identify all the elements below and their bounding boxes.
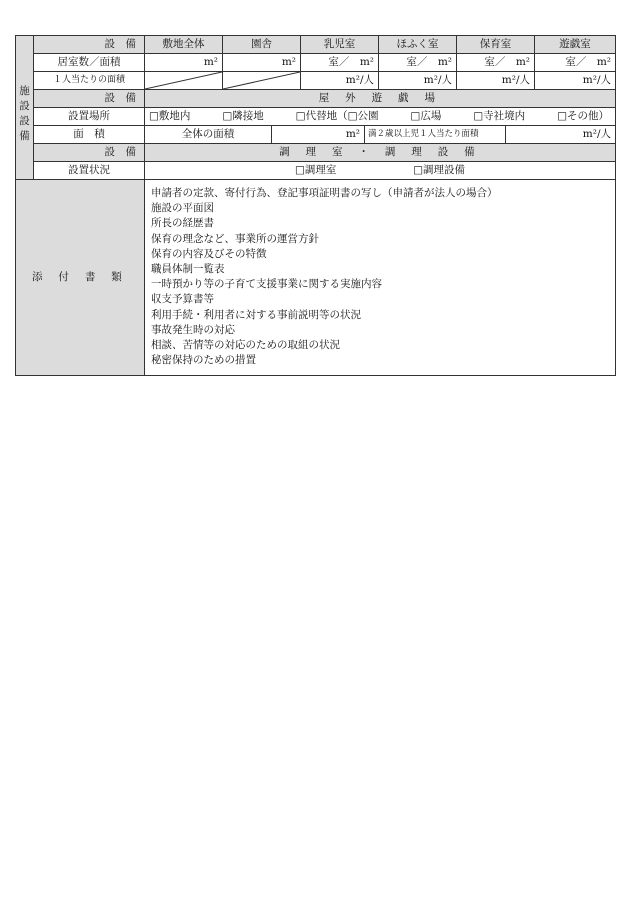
nursery-room-per-person-field[interactable]: m²/人 (457, 72, 535, 90)
row-label-area-per-person: １人当たりの面積 (34, 72, 145, 90)
facility-form (15, 35, 615, 376)
option-plaza[interactable]: □広場 (410, 110, 442, 122)
col-header-building: 園舎 (223, 36, 301, 54)
side-label-char: 備 (19, 130, 30, 142)
row-label-rooms-area: 居室数／面積 (34, 54, 145, 72)
attachments-list (145, 180, 616, 376)
option-other[interactable]: □その他） (557, 110, 609, 122)
total-area-label: 全体の面積 (145, 126, 272, 143)
option-on-site[interactable]: □敷地内 (149, 110, 191, 122)
infant-room-field[interactable]: 室／ m² (301, 54, 379, 72)
row-label-location: 設置場所 (34, 108, 145, 126)
option-alternative-park[interactable]: □代替地（□公園 (295, 110, 379, 122)
per-child-area-label: 満２歳以上児１人当たり面積 (365, 126, 506, 143)
option-kitchen-room[interactable]: □調理室 (294, 164, 337, 176)
attachment-item: 所長の経歴書 (151, 217, 214, 230)
attachment-item: 一時預かり等の子育て支援事業に関する実施内容 (151, 278, 382, 291)
site-area-field[interactable]: m² (145, 54, 223, 72)
option-adjacent[interactable]: □隣接地 (222, 110, 264, 122)
playroom-per-person-field[interactable]: m²/人 (535, 72, 616, 90)
col-header-site: 敷地全体 (145, 36, 223, 54)
per-child-area-field[interactable]: m²/人 (582, 128, 611, 140)
kitchen-header: 調 理 室 ・ 調 理 設 備 (145, 144, 616, 162)
option-kitchen-equipment[interactable]: □調理設備 (413, 164, 466, 176)
attachment-item: 職員体制一覧表 (151, 263, 225, 276)
col-header-playroom: 遊戯室 (535, 36, 616, 54)
col-header-nursery-room: 保育室 (457, 36, 535, 54)
attachment-item: 保育の内容及びその特徴 (151, 247, 267, 260)
location-options (145, 108, 616, 126)
row-label-area: 面 積 (34, 126, 145, 144)
crawling-room-per-person-field[interactable]: m²/人 (379, 72, 457, 90)
attachment-item: 秘密保持のための措置 (151, 354, 256, 367)
diagonal-cell-site (145, 72, 223, 90)
col-header-infant-room: 乳児室 (301, 36, 379, 54)
diagonal-cell-building (223, 72, 301, 90)
row-label-installation-status: 設置状況 (34, 162, 145, 180)
kitchen-options (145, 162, 616, 180)
attachment-item: 事故発生時の対応 (151, 323, 235, 336)
infant-room-per-person-field[interactable]: m²/人 (301, 72, 379, 90)
facility-table (15, 35, 616, 376)
attachment-item: 申請者の定款、寄付行為、登記事項証明書の写し（申請者が法人の場合） (151, 187, 498, 199)
attachment-item: 収支予算書等 (151, 293, 214, 306)
side-label-char: 施 (19, 85, 30, 97)
side-label-char: 設 (19, 115, 30, 127)
attachments-label-cell (16, 180, 145, 376)
option-shrine-grounds[interactable]: □寺社境内 (473, 110, 526, 122)
area-row (145, 126, 616, 144)
nursery-room-field[interactable]: 室／ m² (457, 54, 535, 72)
row-label-equipment-outdoor: 設 備 (34, 90, 145, 108)
outdoor-playground-header: 屋 外 遊 戯 場 (145, 90, 616, 108)
playroom-field[interactable]: 室／ m² (535, 54, 616, 72)
attachment-item: 利用手続・利用者に対する事前説明等の状況 (151, 308, 361, 321)
row-label-equipment: 設 備 (34, 36, 145, 54)
row-label-equipment-kitchen: 設 備 (34, 144, 145, 162)
building-area-field[interactable]: m² (223, 54, 301, 72)
attachment-item: 保育の理念など、事業所の運営方針 (151, 232, 319, 245)
facility-equipment-side-label (16, 36, 34, 180)
attachment-item: 施設の平面図 (151, 202, 214, 215)
total-area-field[interactable]: m² (272, 126, 365, 143)
attachment-item: 相談、苦情等の対応のための取組の状況 (151, 339, 340, 352)
col-header-crawling-room: ほふく室 (379, 36, 457, 54)
crawling-room-field[interactable]: 室／ m² (379, 54, 457, 72)
side-label-char: 設 (19, 100, 30, 112)
attachments-label: 添 付 書 類 (31, 271, 129, 283)
